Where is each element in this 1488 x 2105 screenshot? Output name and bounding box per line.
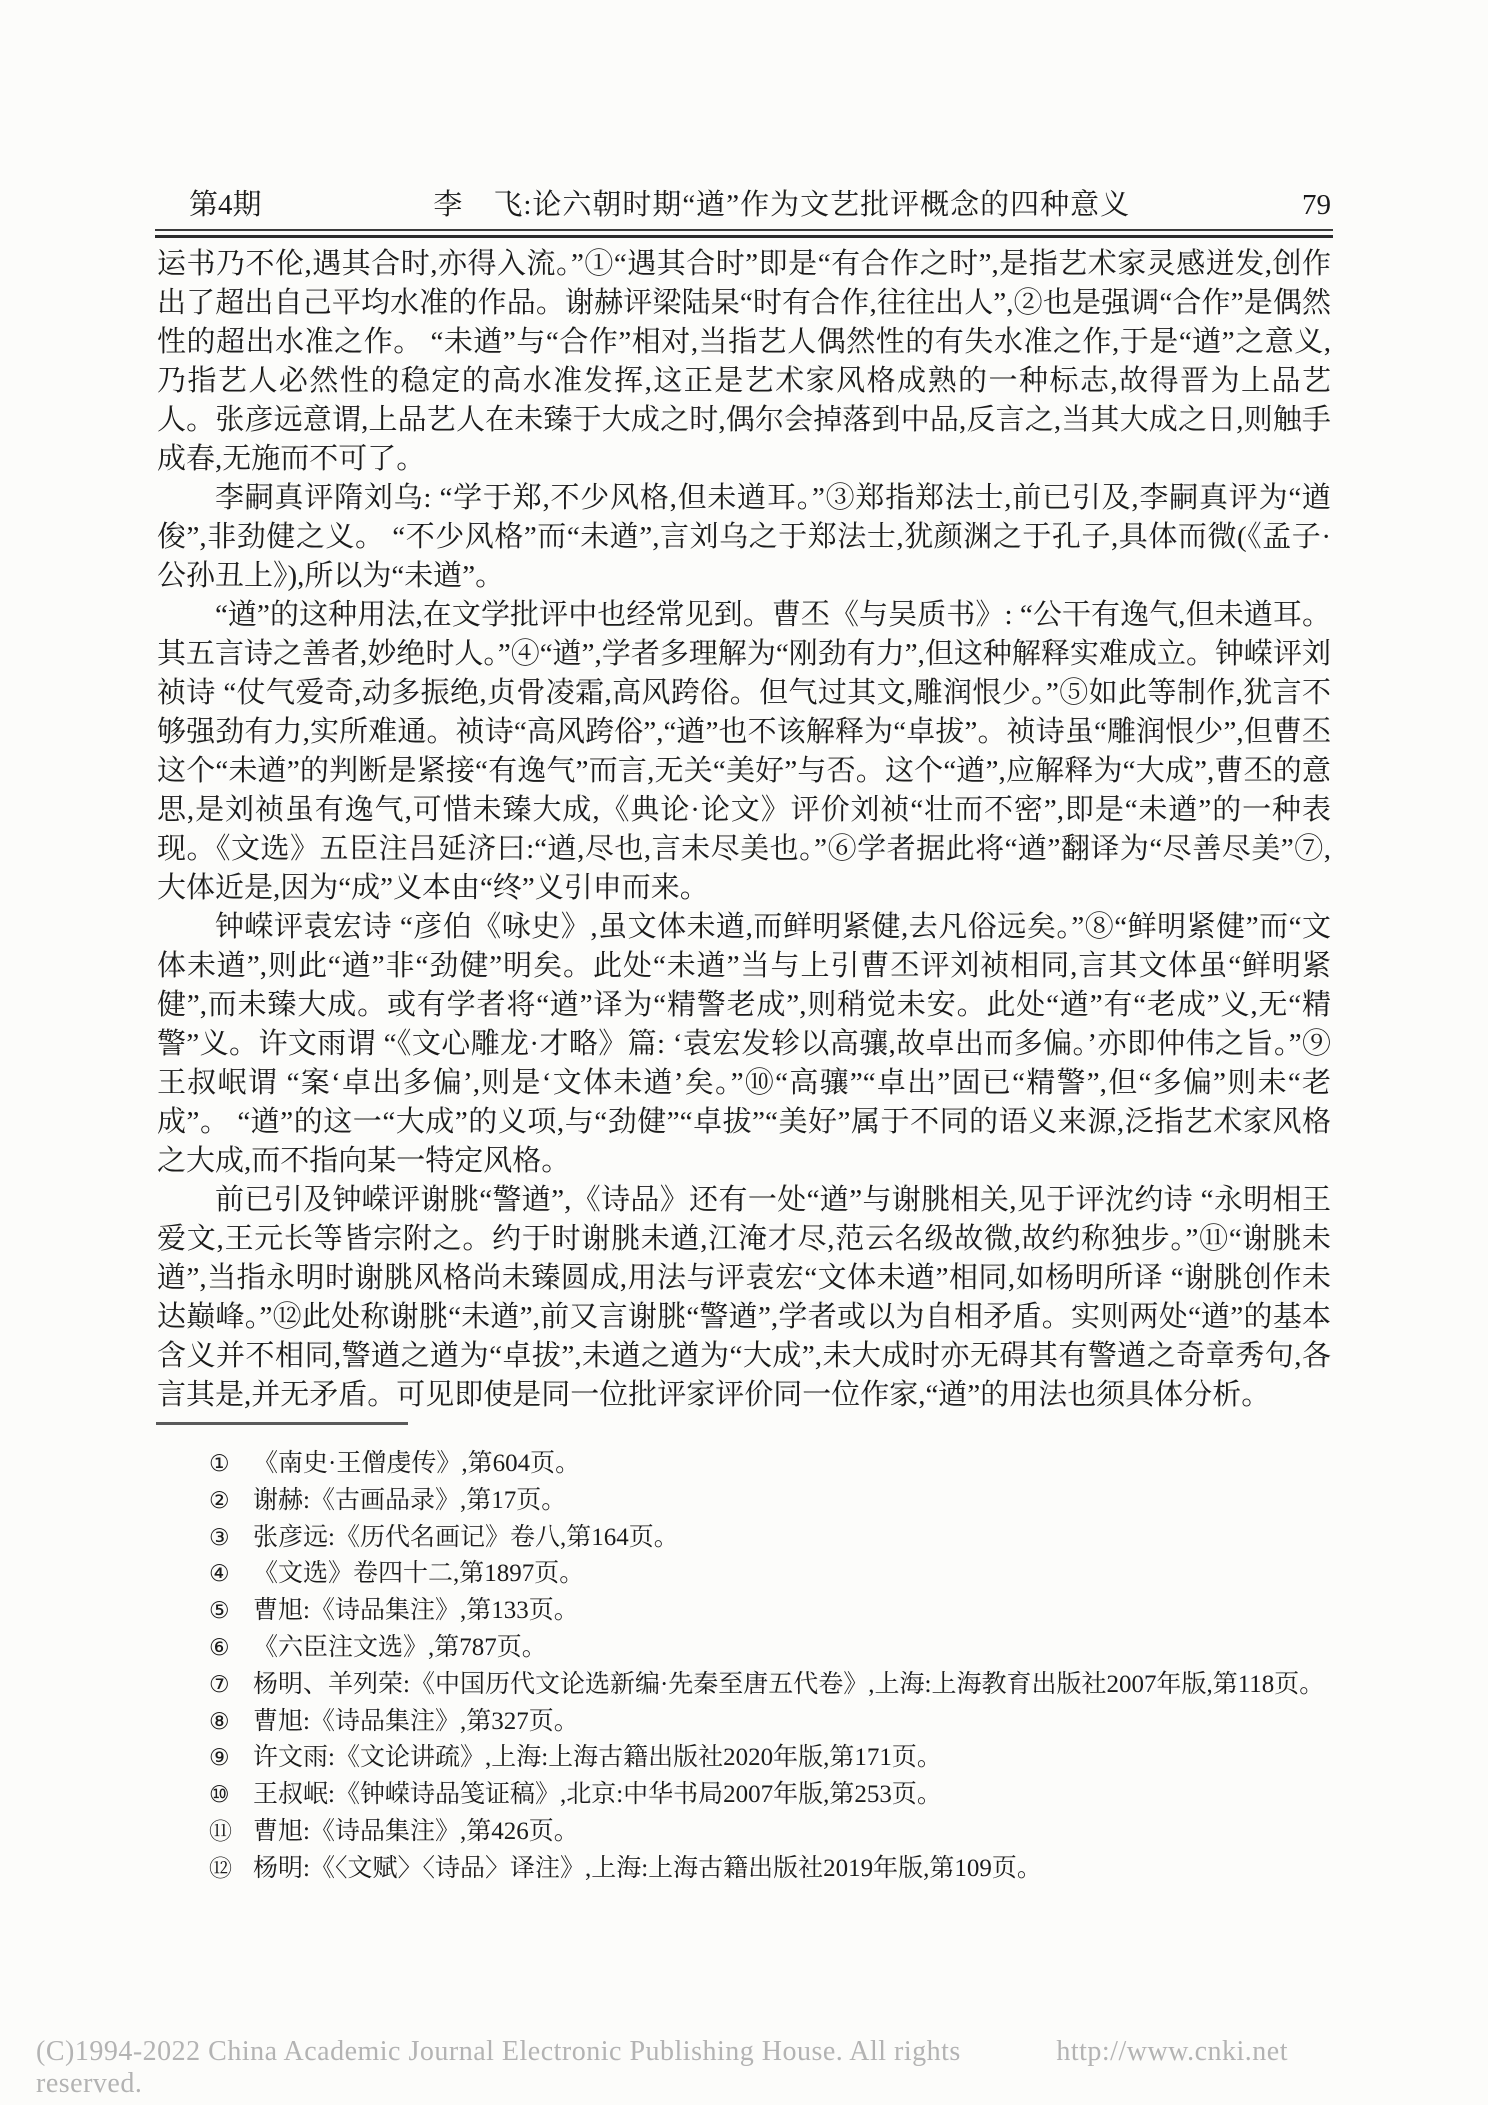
footnote-marker: ⑤ (209, 1598, 230, 1625)
footnote-text: 曹旭:《诗品集注》,第426页。 (253, 1817, 579, 1845)
footnote-item (157, 1446, 1447, 1483)
footnote-item (157, 1814, 1447, 1851)
footnote-marker: ⑧ (209, 1708, 230, 1735)
footnote-item (157, 1851, 1447, 1888)
page-footer (36, 2036, 1288, 2100)
footnote-text: 《六臣注文选》,第787页。 (253, 1633, 547, 1661)
body-paragraph: “遒”的这种用法,在文学批评中也经常见到。曹丕《与吴质书》: “公干有逸气,但未遒耳。其五言诗之善者,妙绝时人。”④“遒”,学者多理解为“刚劲有力”,但这种解释实难成立。钟嵘评刘祯诗 “仗气爱奇,动多振绝,贞骨凌霜,高风跨俗。但气过其文,雕润恨少。”⑤如此等制作,犹言不够强劲有力,实所难通。祯诗“高风跨俗”,“遒”也不该解释为“卓拔”。祯诗虽“雕润恨少”,但曹丕这个“未遒”的判断是紧接“有逸气”而言,无关“美好”与否。这个“遒”,应解释为“大成”,曹丕的意思,是刘祯虽有逸气,可惜未臻大成,《典论·论文》评价刘祯“壮而不密”,即是“未遒”的一种表现。《文选》五臣注吕延济曰:“遒,尽也,言未尽美也。”⑥学者据此将“遒”翻译为“尽善尽美”⑦,大体近是,因为“成”义本由“终”义引申而来。 (157, 599, 1331, 904)
footnote-text: 王叔岷:《钟嵘诗品笺证稿》,北京:中华书局2007年版,第253页。 (253, 1781, 942, 1809)
article-body (157, 245, 1331, 1415)
header-running-title: 李 飞:论六朝时期“遒”作为文艺批评概念的四种意义 (433, 189, 1131, 221)
body-paragraph: 李嗣真评隋刘乌: “学于郑,不少风格,但未遒耳。”③郑指郑法士,前已引及,李嗣真评为“遒俊”,非劲健之义。 “不少风格”而“未遒”,言刘乌之于郑法士,犹颜渊之于孔子,具体而微(《孟子·公孙丑上》),所以为“未遒”。 (157, 482, 1331, 592)
footnote-text: 张彦远:《历代名画记》卷八,第164页。 (253, 1523, 679, 1551)
body-paragraph: 钟嵘评袁宏诗 “彦伯《咏史》,虽文体未遒,而鲜明紧健,去凡俗远矣。”⑧“鲜明紧健”而“文体未遒”,则此“遒”非“劲健”明矣。此处“未遒”当与上引曹丕评刘祯相同,言其文体虽“鲜明紧健”,而未臻大成。或有学者将“遒”译为“精警老成”,则稍觉未安。此处“遒”有“老成”义,无“精警”义。许文雨谓 “《文心雕龙·才略》篇: ‘袁宏发轸以高骧,故卓出而多偏。’亦即仲伟之旨。”⑨王叔岷谓 “案‘卓出多偏’,则是‘文体未遒’矣。”⑩“高骧”“卓出”固已“精警”,但“多偏”则未“老成”。 “遒”的这一“大成”的义项,与“劲健”“卓拔”“美好”属于不同的语义来源,泛指艺术家风格之大成,而不指向某一特定风格。 (157, 911, 1331, 1177)
footnotes-section (157, 1446, 1447, 1888)
footnote-marker: ④ (209, 1561, 230, 1588)
footnote-marker: ② (209, 1487, 230, 1514)
footnote-item (157, 1777, 1447, 1814)
footnote-marker: ① (209, 1451, 230, 1477)
header-page-number: 79 (1302, 189, 1331, 221)
footnote-divider-rule (156, 1422, 408, 1425)
header-issue-label: 第4期 (189, 189, 262, 221)
footnote-item (157, 1704, 1447, 1741)
footnote-item (157, 1556, 1447, 1593)
body-paragraph: 运书乃不伦,遇其合时,亦得入流。”①“遇其合时”即是“有合作之时”,是指艺术家灵感迸发,创作出了超出自己平均水准的作品。谢赫评梁陆杲“时有合作,往往出人”,②也是强调“合作”是偶然性的超出水准之作。 “未遒”与“合作”相对,当指艺人偶然性的有失水准之作,于是“遒”之意义,乃指艺人必然性的稳定的高水准发挥,这正是艺术家风格成熟的一种标志,故得晋为上品艺人。张彦远意谓,上品艺人在未臻于大成之时,偶尔会掉落到中品,反言之,当其大成之日,则触手成春,无施而不可了。 (157, 248, 1331, 475)
footnote-marker: ⑫ (209, 1855, 232, 1882)
footnote-item (157, 1740, 1447, 1777)
copyright-text: (C)1994-2022 China Academic Journal Electronic Publishing House. All rights reserved. (36, 2036, 961, 2099)
footnote-text: 曹旭:《诗品集注》,第133页。 (253, 1597, 579, 1625)
footnote-text: 曹旭:《诗品集注》,第327页。 (253, 1707, 579, 1735)
footnote-marker: ⑪ (209, 1818, 232, 1845)
footnote-item (157, 1483, 1447, 1520)
footnote-text: 谢赫:《古画品录》,第17页。 (253, 1486, 567, 1514)
footnote-text: 杨明、羊列荣:《中国历代文论选新编·先秦至唐五代卷》,上海:上海教育出版社2007年版,第118页。 (253, 1670, 1325, 1698)
footnote-marker: ⑦ (209, 1671, 230, 1698)
footnote-marker: ⑨ (209, 1745, 230, 1772)
footnote-marker: ⑥ (209, 1634, 230, 1661)
footnote-text: 杨明:《〈文赋〉〈诗品〉译注》,上海:上海古籍出版社2019年版,第109页。 (253, 1854, 1042, 1882)
page-header (157, 188, 1331, 222)
footnote-text: 许文雨:《文论讲疏》,上海:上海古籍出版社2020年版,第171页。 (253, 1744, 942, 1772)
footnote-item (157, 1520, 1447, 1557)
footnote-item (157, 1667, 1447, 1704)
footnote-text: 《南史·王僧虔传》,第604页。 (253, 1450, 581, 1477)
body-paragraph: 前已引及钟嵘评谢朓“警遒”,《诗品》还有一处“遒”与谢朓相关,见于评沈约诗 “永明相王爱文,王元长等皆宗附之。约于时谢朓未遒,江淹才尽,范云名级故微,故约称独步。”⑪“谢朓未遒”,当指永明时谢朓风格尚未臻圆成,用法与评袁宏“文体未遒”相同,如杨明所译 “谢朓创作未达巅峰。”⑫此处称谢朓“未遒”,前又言谢朓“警遒”,学者或以为自相矛盾。实则两处“遒”的基本含义并不相同,警遒之遒为“卓拔”,未遒之遒为“大成”,未大成时亦无碍其有警遒之奇章秀句,各言其是,并无矛盾。可见即使是同一位批评家评价同一位作家,“遒”的用法也须具体分析。 (157, 1184, 1331, 1411)
footnote-text: 《文选》卷四十二,第1897页。 (253, 1560, 585, 1588)
footer-url: http://www.cnki.net (1056, 2036, 1288, 2067)
footnote-marker: ⑩ (209, 1782, 230, 1809)
footnote-marker: ③ (209, 1524, 230, 1551)
footnote-item (157, 1630, 1447, 1667)
header-double-rule (155, 229, 1333, 238)
footnote-item (157, 1593, 1447, 1630)
